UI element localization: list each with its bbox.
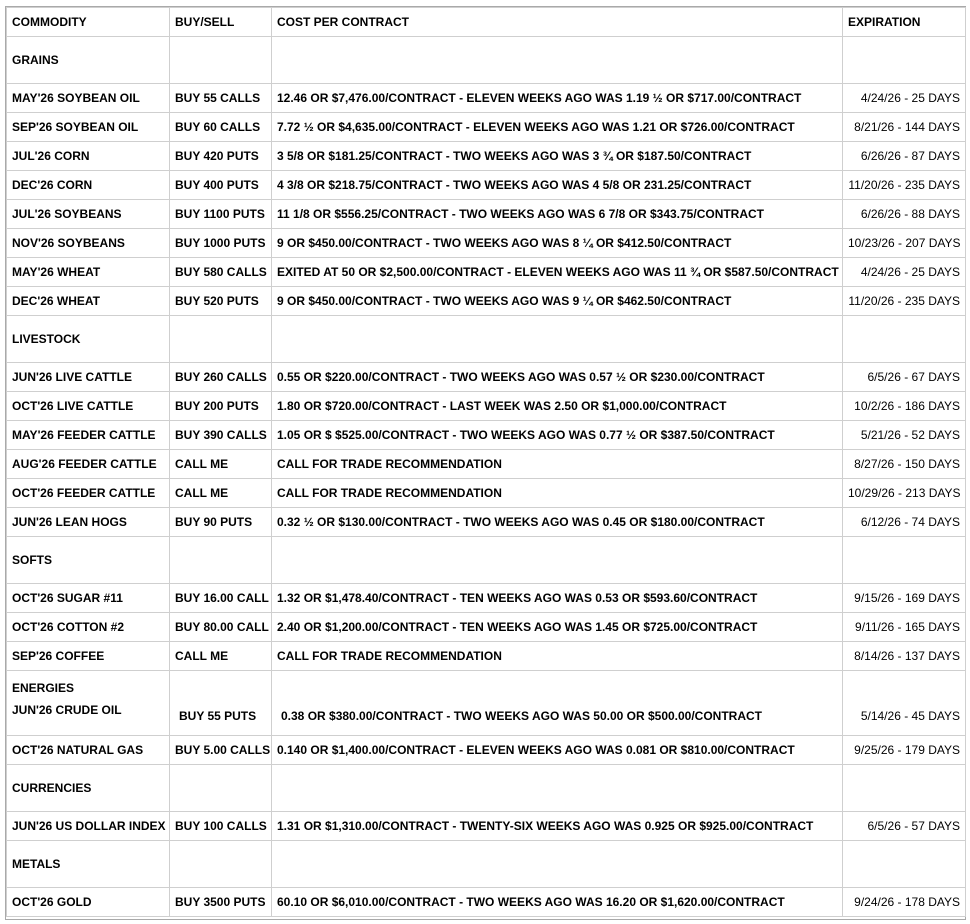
section-empty-cell (170, 37, 272, 84)
table-row (7, 84, 966, 113)
action-cell: BUY 420 PUTS (170, 142, 272, 171)
expiration-cell: 8/14/26 - 137 DAYS (843, 642, 966, 671)
expiration-cell: 5/14/26 - 45 DAYS (843, 671, 966, 736)
expiration-cell: 6/26/26 - 87 DAYS (843, 142, 966, 171)
commodity-cell (7, 671, 170, 736)
commodity-cell: MAY'26 WHEAT (7, 258, 170, 287)
expiration-cell: 8/21/26 - 144 DAYS (843, 113, 966, 142)
table-row (7, 229, 966, 258)
section-title: ENERGIES (12, 681, 75, 695)
action-cell: BUY 580 CALLS (170, 258, 272, 287)
commodity-cell: OCT'26 FEEDER CATTLE (7, 479, 170, 508)
action-cell: CALL ME (170, 479, 272, 508)
commodity-cell: OCT'26 SUGAR #11 (7, 584, 170, 613)
section-empty-cell (843, 841, 966, 888)
action-cell: BUY 200 PUTS (170, 392, 272, 421)
section-row-livestock (7, 316, 966, 363)
expiration-cell: 6/5/26 - 57 DAYS (843, 812, 966, 841)
cost-cell: 0.38 OR $380.00/CONTRACT - TWO WEEKS AGO WAS 50.00 OR $500.00/CONTRACT (272, 671, 843, 736)
commodity-cell: SEP'26 SOYBEAN OIL (7, 113, 170, 142)
action-cell: BUY 5.00 CALLS (170, 736, 272, 765)
table-row (7, 258, 966, 287)
commodity-cell: OCT'26 COTTON #2 (7, 613, 170, 642)
section-empty-cell (843, 537, 966, 584)
action-cell: BUY 100 CALLS (170, 812, 272, 841)
commodity-cell: DEC'26 CORN (7, 171, 170, 200)
section-title: METALS (7, 841, 170, 888)
expiration-cell: 6/12/26 - 74 DAYS (843, 508, 966, 537)
expiration-cell: 5/21/26 - 52 DAYS (843, 421, 966, 450)
cost-cell: EXITED AT 50 OR $2,500.00/CONTRACT - ELEVEN WEEKS AGO WAS 11 ¾ OR $587.50/CONTRACT (272, 258, 843, 287)
action-cell: CALL ME (170, 450, 272, 479)
table-row (7, 736, 966, 765)
cost-cell: 12.46 OR $7,476.00/CONTRACT - ELEVEN WEEKS AGO WAS 1.19 ½ OR $717.00/CONTRACT (272, 84, 843, 113)
table-row (7, 142, 966, 171)
action-cell: BUY 390 CALLS (170, 421, 272, 450)
cost-cell: 4 3/8 OR $218.75/CONTRACT - TWO WEEKS AGO WAS 4 5/8 OR 231.25/CONTRACT (272, 171, 843, 200)
cost-cell: CALL FOR TRADE RECOMMENDATION (272, 479, 843, 508)
table-row (7, 812, 966, 841)
section-title: CURRENCIES (7, 765, 170, 812)
cost-cell: 60.10 OR $6,010.00/CONTRACT - TWO WEEKS AGO WAS 16.20 OR $1,620.00/CONTRACT (272, 888, 843, 917)
section-empty-cell (170, 765, 272, 812)
section-row-energies (7, 671, 966, 736)
expiration-cell: 9/24/26 - 178 DAYS (843, 888, 966, 917)
commodity-cell: SEP'26 COFFEE (7, 642, 170, 671)
section-empty-cell (272, 37, 843, 84)
commodity-cell: JUL'26 SOYBEANS (7, 200, 170, 229)
commodity-cell: JUN'26 US DOLLAR INDEX (7, 812, 170, 841)
table-row (7, 363, 966, 392)
commodity-cell: AUG'26 FEEDER CATTLE (7, 450, 170, 479)
section-empty-cell (272, 765, 843, 812)
section-empty-cell (170, 316, 272, 363)
commodity-cell: JUN'26 LEAN HOGS (7, 508, 170, 537)
table-row (7, 508, 966, 537)
commodity-cell: OCT'26 LIVE CATTLE (7, 392, 170, 421)
expiration-cell: 10/23/26 - 207 DAYS (843, 229, 966, 258)
action-cell: BUY 55 CALLS (170, 84, 272, 113)
action-cell: BUY 3500 PUTS (170, 888, 272, 917)
commodity-cell: OCT'26 GOLD (7, 888, 170, 917)
table-row (7, 613, 966, 642)
expiration-cell: 9/11/26 - 165 DAYS (843, 613, 966, 642)
cost-cell: 0.55 OR $220.00/CONTRACT - TWO WEEKS AGO WAS 0.57 ½ OR $230.00/CONTRACT (272, 363, 843, 392)
action-cell: BUY 520 PUTS (170, 287, 272, 316)
action-cell: BUY 260 CALLS (170, 363, 272, 392)
action-cell: CALL ME (170, 642, 272, 671)
header-buy-sell: BUY/SELL (170, 8, 272, 37)
cost-cell: 0.140 OR $1,400.00/CONTRACT - ELEVEN WEEKS AGO WAS 0.081 OR $810.00/CONTRACT (272, 736, 843, 765)
section-empty-cell (843, 765, 966, 812)
action-cell: BUY 16.00 CALL (170, 584, 272, 613)
expiration-cell: 10/2/26 - 186 DAYS (843, 392, 966, 421)
commodity-cell: DEC'26 WHEAT (7, 287, 170, 316)
table-row (7, 171, 966, 200)
cost-cell: 1.32 OR $1,478.40/CONTRACT - TEN WEEKS AGO WAS 0.53 OR $593.60/CONTRACT (272, 584, 843, 613)
header-commodity: COMMODITY (7, 8, 170, 37)
table-row (7, 200, 966, 229)
action-cell: BUY 90 PUTS (170, 508, 272, 537)
cost-cell: CALL FOR TRADE RECOMMENDATION (272, 642, 843, 671)
recommendations-table-container (5, 6, 966, 920)
action-cell: BUY 80.00 CALL (170, 613, 272, 642)
section-empty-cell (170, 537, 272, 584)
action-cell: BUY 60 CALLS (170, 113, 272, 142)
commodity-cell: NOV'26 SOYBEANS (7, 229, 170, 258)
expiration-cell: 4/24/26 - 25 DAYS (843, 258, 966, 287)
table-row (7, 888, 966, 917)
section-row-softs (7, 537, 966, 584)
cost-cell: 11 1/8 OR $556.25/CONTRACT - TWO WEEKS AGO WAS 6 7/8 OR $343.75/CONTRACT (272, 200, 843, 229)
section-title: SOFTS (7, 537, 170, 584)
section-row-grains (7, 37, 966, 84)
cost-cell: 2.40 OR $1,200.00/CONTRACT - TEN WEEKS AGO WAS 1.45 OR $725.00/CONTRACT (272, 613, 843, 642)
cost-cell: 1.31 OR $1,310.00/CONTRACT - TWENTY-SIX WEEKS AGO WAS 0.925 OR $925.00/CONTRACT (272, 812, 843, 841)
cost-cell: 7.72 ½ OR $4,635.00/CONTRACT - ELEVEN WEEKS AGO WAS 1.21 OR $726.00/CONTRACT (272, 113, 843, 142)
cost-cell: 1.05 OR $ $525.00/CONTRACT - TWO WEEKS AGO WAS 0.77 ½ OR $387.50/CONTRACT (272, 421, 843, 450)
section-empty-cell (272, 841, 843, 888)
commodity-cell: MAY'26 SOYBEAN OIL (7, 84, 170, 113)
commodity-cell: JUL'26 CORN (7, 142, 170, 171)
section-empty-cell (843, 37, 966, 84)
table-row (7, 450, 966, 479)
header-cost: COST PER CONTRACT (272, 8, 843, 37)
expiration-cell: 9/15/26 - 169 DAYS (843, 584, 966, 613)
cost-cell: 9 OR $450.00/CONTRACT - TWO WEEKS AGO WAS 8 ¼ OR $412.50/CONTRACT (272, 229, 843, 258)
table-row (7, 479, 966, 508)
expiration-cell: 11/20/26 - 235 DAYS (843, 171, 966, 200)
section-empty-cell (272, 316, 843, 363)
expiration-cell: 4/24/26 - 25 DAYS (843, 84, 966, 113)
table-row (7, 287, 966, 316)
cost-cell: 9 OR $450.00/CONTRACT - TWO WEEKS AGO WAS 9 ¼ OR $462.50/CONTRACT (272, 287, 843, 316)
action-cell: BUY 55 PUTS (170, 671, 272, 736)
commodity-cell: JUN'26 LIVE CATTLE (7, 363, 170, 392)
header-row (7, 8, 966, 37)
table-row (7, 392, 966, 421)
expiration-cell: 6/26/26 - 88 DAYS (843, 200, 966, 229)
section-row-currencies (7, 765, 966, 812)
expiration-cell: 6/5/26 - 67 DAYS (843, 363, 966, 392)
action-cell: BUY 1000 PUTS (170, 229, 272, 258)
section-title: GRAINS (7, 37, 170, 84)
commodity-cell: MAY'26 FEEDER CATTLE (7, 421, 170, 450)
table-row (7, 584, 966, 613)
cost-cell: 3 5/8 OR $181.25/CONTRACT - TWO WEEKS AGO WAS 3 ¾ OR $187.50/CONTRACT (272, 142, 843, 171)
cost-cell: 1.80 OR $720.00/CONTRACT - LAST WEEK WAS 2.50 OR $1,000.00/CONTRACT (272, 392, 843, 421)
recommendations-table (6, 7, 966, 917)
table-row (7, 113, 966, 142)
expiration-cell: 9/25/26 - 179 DAYS (843, 736, 966, 765)
section-row-metals (7, 841, 966, 888)
expiration-cell: 8/27/26 - 150 DAYS (843, 450, 966, 479)
table-row (7, 642, 966, 671)
action-cell: BUY 400 PUTS (170, 171, 272, 200)
section-empty-cell (272, 537, 843, 584)
table-row (7, 421, 966, 450)
section-empty-cell (170, 841, 272, 888)
expiration-cell: 11/20/26 - 235 DAYS (843, 287, 966, 316)
commodity-name: JUN'26 CRUDE OIL (12, 703, 122, 717)
header-expiration: EXPIRATION (843, 8, 966, 37)
action-cell: BUY 1100 PUTS (170, 200, 272, 229)
section-empty-cell (843, 316, 966, 363)
cost-cell: 0.32 ½ OR $130.00/CONTRACT - TWO WEEKS AGO WAS 0.45 OR $180.00/CONTRACT (272, 508, 843, 537)
section-title: LIVESTOCK (7, 316, 170, 363)
expiration-cell: 10/29/26 - 213 DAYS (843, 479, 966, 508)
commodity-cell: OCT'26 NATURAL GAS (7, 736, 170, 765)
cost-cell: CALL FOR TRADE RECOMMENDATION (272, 450, 843, 479)
